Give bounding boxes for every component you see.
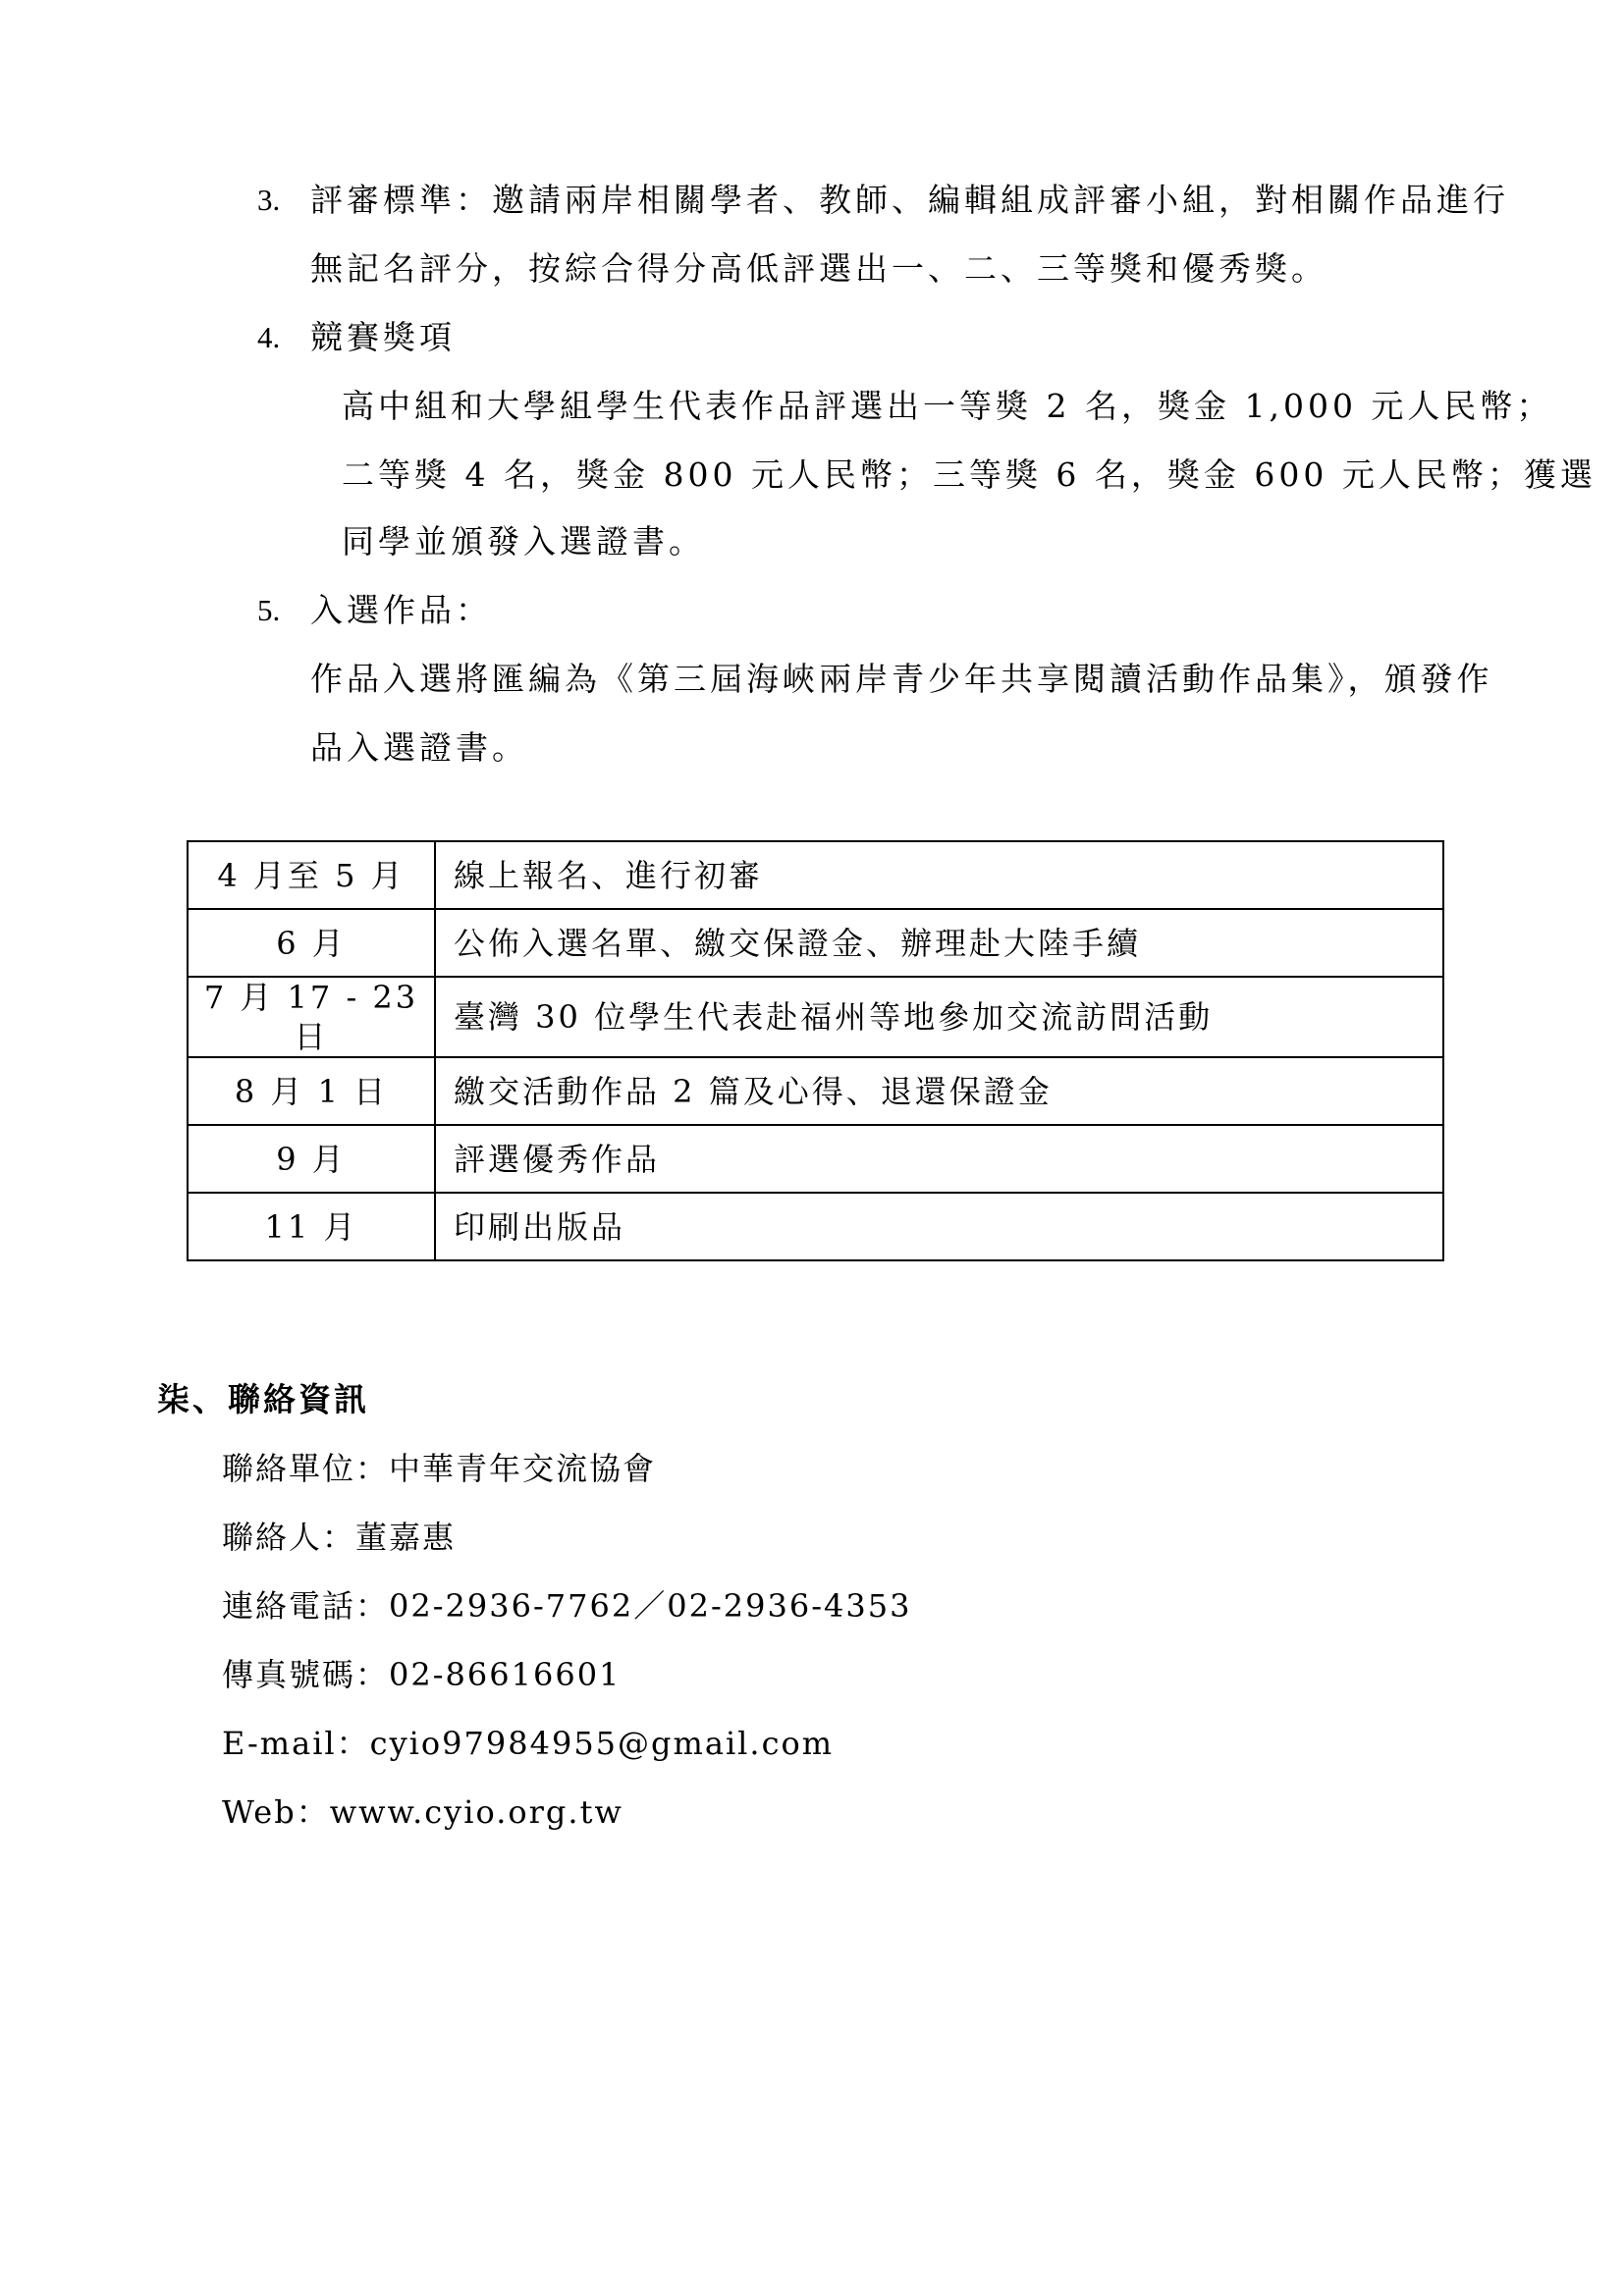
schedule-table <box>187 840 1444 1261</box>
awards-title: 競賽獎項 <box>310 318 456 356</box>
schedule-desc-cell: 印刷出版品 <box>435 1193 1443 1260</box>
contact-section-heading: 柒、聯絡資訊 <box>157 1380 369 1418</box>
contact-phone: 連絡電話：02-2936-7762／02-2936-4353 <box>222 1587 912 1625</box>
schedule-desc-cell: 評選優秀作品 <box>435 1125 1443 1193</box>
item-number: 5. <box>257 593 281 627</box>
table-row <box>188 1193 1443 1260</box>
table-row <box>188 909 1443 977</box>
schedule-date-cell: 8 月 1 日 <box>188 1057 435 1125</box>
contact-email: E-mail：cyio97984955@gmail.com <box>222 1725 835 1762</box>
awards-line: 高中組和大學組學生代表作品評選出一等獎 2 名，獎金 1,000 元人民幣； <box>342 387 1553 425</box>
awards-line: 二等獎 4 名，獎金 800 元人民幣；三等獎 6 名，獎金 600 元人民幣；獲選 <box>342 455 1597 494</box>
schedule-date-cell: 6 月 <box>188 909 435 977</box>
schedule-date-cell: 4 月至 5 月 <box>188 841 435 909</box>
selected-works-title: 入選作品： <box>310 591 492 629</box>
schedule-date-cell: 11 月 <box>188 1193 435 1260</box>
contact-person: 聯絡人：董嘉惠 <box>222 1519 457 1556</box>
selected-works-line: 品入選證書。 <box>310 728 528 767</box>
schedule-date-cell: 9 月 <box>188 1125 435 1193</box>
table-row <box>188 1057 1443 1125</box>
awards-line: 同學並頒發入選證書。 <box>342 522 705 561</box>
selected-works-line: 作品入選將匯編為《第三屆海峽兩岸青少年共享閱讀活動作品集》，頒發作 <box>310 660 1493 698</box>
schedule-desc-cell: 臺灣 30 位學生代表赴福州等地參加交流訪問活動 <box>435 977 1443 1057</box>
judging-criteria-line: 無記名評分，按綜合得分高低評選出一、二、三等獎和優秀獎。 <box>310 249 1327 288</box>
table-row <box>188 1125 1443 1193</box>
table-row <box>188 841 1443 909</box>
judging-criteria-line: 評審標準：邀請兩岸相關學者、教師、編輯組成評審小組，對相關作品進行 <box>310 181 1509 219</box>
contact-unit: 聯絡單位：中華青年交流協會 <box>222 1450 657 1487</box>
table-row <box>188 977 1443 1057</box>
item-number: 3. <box>257 183 281 217</box>
schedule-desc-cell: 公佈入選名單、繳交保證金、辦理赴大陸手續 <box>435 909 1443 977</box>
contact-fax: 傳真號碼：02-86616601 <box>222 1656 622 1693</box>
schedule-desc-cell: 繳交活動作品 2 篇及心得、退還保證金 <box>435 1057 1443 1125</box>
item-number: 4. <box>257 320 281 354</box>
schedule-date-cell: 7 月 17 - 23 日 <box>188 977 435 1057</box>
schedule-desc-cell: 線上報名、進行初審 <box>435 841 1443 909</box>
contact-web: Web：www.cyio.org.tw <box>222 1793 623 1831</box>
